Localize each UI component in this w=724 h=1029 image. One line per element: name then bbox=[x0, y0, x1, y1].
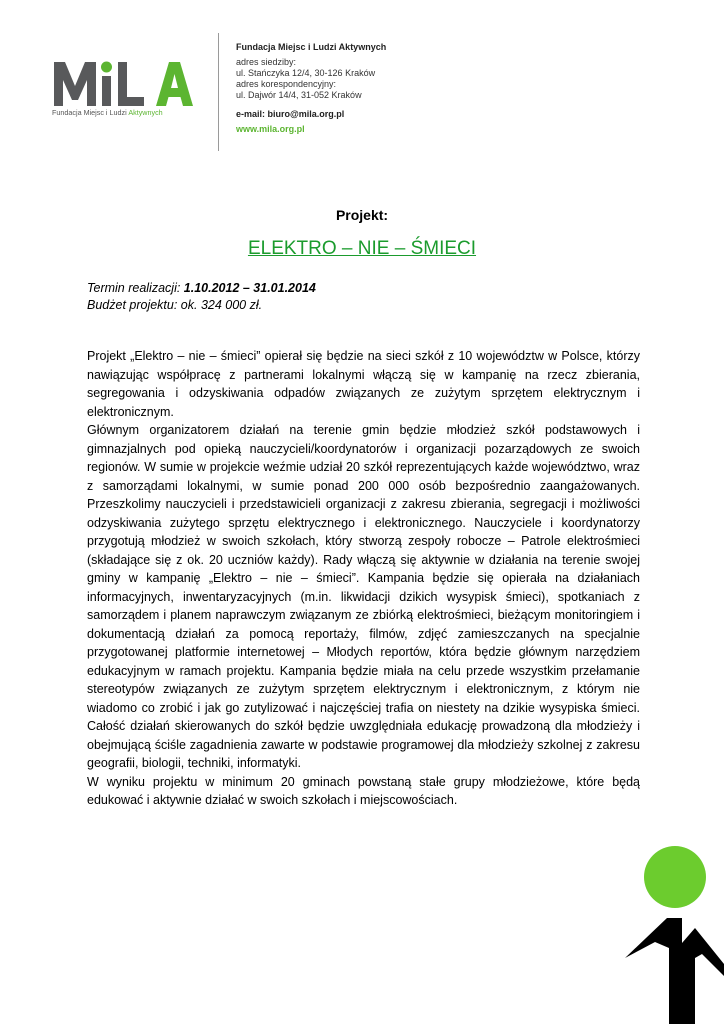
paragraph-main: Głównym organizatorem działań na terenie gmin będzie młodzież szkół podstawowych i gimnazjalnych pod opieką nauczycieli/koordynatorów i organizacji pozarządowych ze swoich regionów. W sumie w projekcie weźmie udział 20 szkół reprezentujących każde województwo, wraz z samorządami lokalnymi, w sumie ponad 200 000 osób bezpośrednio zaangażowanych. Przeszkolimy nauczycieli i przedstawicieli organizacji z zakresu zbierania, segregacji i możliwości odzyskiwania zużytego sprzętu elektrycznego i elektronicznego. Nauczyciele i koordynatorzy przygotują młodzież w swoich szkołach, który stworzą zespoły robocze – Patrole elektrośmieci (składające się z ok. 20 uczniów każdy). Rady włączą się aktywnie w działania na terenie swojej gminy w kampanię „Elektro – nie – śmieci”. Kampania będzie się opierała na działaniach informacyjnych, inwentaryzacyjnych (m.in. likwidacji dzikich wysypisk śmieci), spotkaniach z samorządem i planem naprawczym związanym ze zbiórką elektrośmieci, bieżącym monitoringiem i dokumentacją działań za pomocą reportaży, filmów, zdjęć zamieszczanych na specjalnie przygotowanej platformie internetowej – Młodych reportów, która będzie głównym narzędziem edukacyjnym w ramach projektu. Kampania będzie miała na celu przede wszystkim przełamanie stereotypów związanych ze zużytym sprzętem elektrycznym i elektronicznym, z którym nie wiadomo co zrobić i jak go zutylizować i najczęściej trafia on niestety na dzikie wysypiska śmieci. Całość działań skierowanych do szkół będzie uwzględniała edukację prowadzoną dla młodzieży i obejmującą ściśle zagadnienia zawarte w podstawie programowej dla młodzieży szkolnej z zakresu geografii, biologii, techniki, informatyki. bbox=[87, 423, 640, 770]
term-value: 1.10.2012 – 31.01.2014 bbox=[183, 281, 316, 295]
person-decoration bbox=[625, 846, 724, 1024]
email-link[interactable]: e-mail: biuro@mila.org.pl bbox=[236, 109, 345, 119]
website-link[interactable]: www.mila.org.pl bbox=[236, 124, 305, 134]
project-title: ELEKTRO – NIE – ŚMIECI bbox=[247, 238, 477, 259]
correspondence-address: ul. Dajwór 14/4, 31-052 Kraków bbox=[236, 90, 362, 100]
header-divider bbox=[218, 33, 219, 151]
seat-address: ul. Stańczyka 12/4, 30-126 Kraków bbox=[236, 68, 376, 78]
seat-label: adres siedziby: bbox=[236, 57, 297, 67]
mila-logo-graphic bbox=[52, 56, 212, 108]
logo-tagline-main: Fundacja Miejsc i Ludzi bbox=[52, 108, 129, 117]
project-description bbox=[87, 347, 640, 810]
person-figure-graphic bbox=[625, 846, 724, 1024]
paragraph-outcome: W wyniku projektu w minimum 20 gminach powstaną stałe grupy młodzieżowe, które będą edukować i aktywnie działać w swoich szkołach i miejscowościach. bbox=[87, 774, 640, 807]
correspondence-label: adres korespondencyjny: bbox=[236, 79, 337, 89]
org-name: Fundacja Miejsc i Ludzi Aktywnych bbox=[236, 42, 387, 52]
logo-tagline bbox=[52, 108, 212, 117]
contact-block bbox=[236, 42, 386, 135]
project-label: Projekt: bbox=[335, 207, 389, 223]
paragraph-intro: Projekt „Elektro – nie – śmieci” opierał się będzie na sieci szkół z 10 województw w Polsce, którzy nawiązując współpracę z partnerami lokalnymi włączą się w kampanię na rzecz zbierania, segregowania i odzyskiwania odpadów związanych ze zużytym sprzętem elektrycznym i elektronicznym. bbox=[87, 349, 640, 419]
term-label: Termin realizacji: bbox=[87, 281, 184, 295]
budget-line: Budżet projektu: ok. 324 000 zł. bbox=[87, 298, 263, 312]
term-line bbox=[87, 280, 316, 297]
logo-tagline-accent: Aktywnych bbox=[128, 108, 163, 117]
project-meta bbox=[87, 280, 316, 314]
